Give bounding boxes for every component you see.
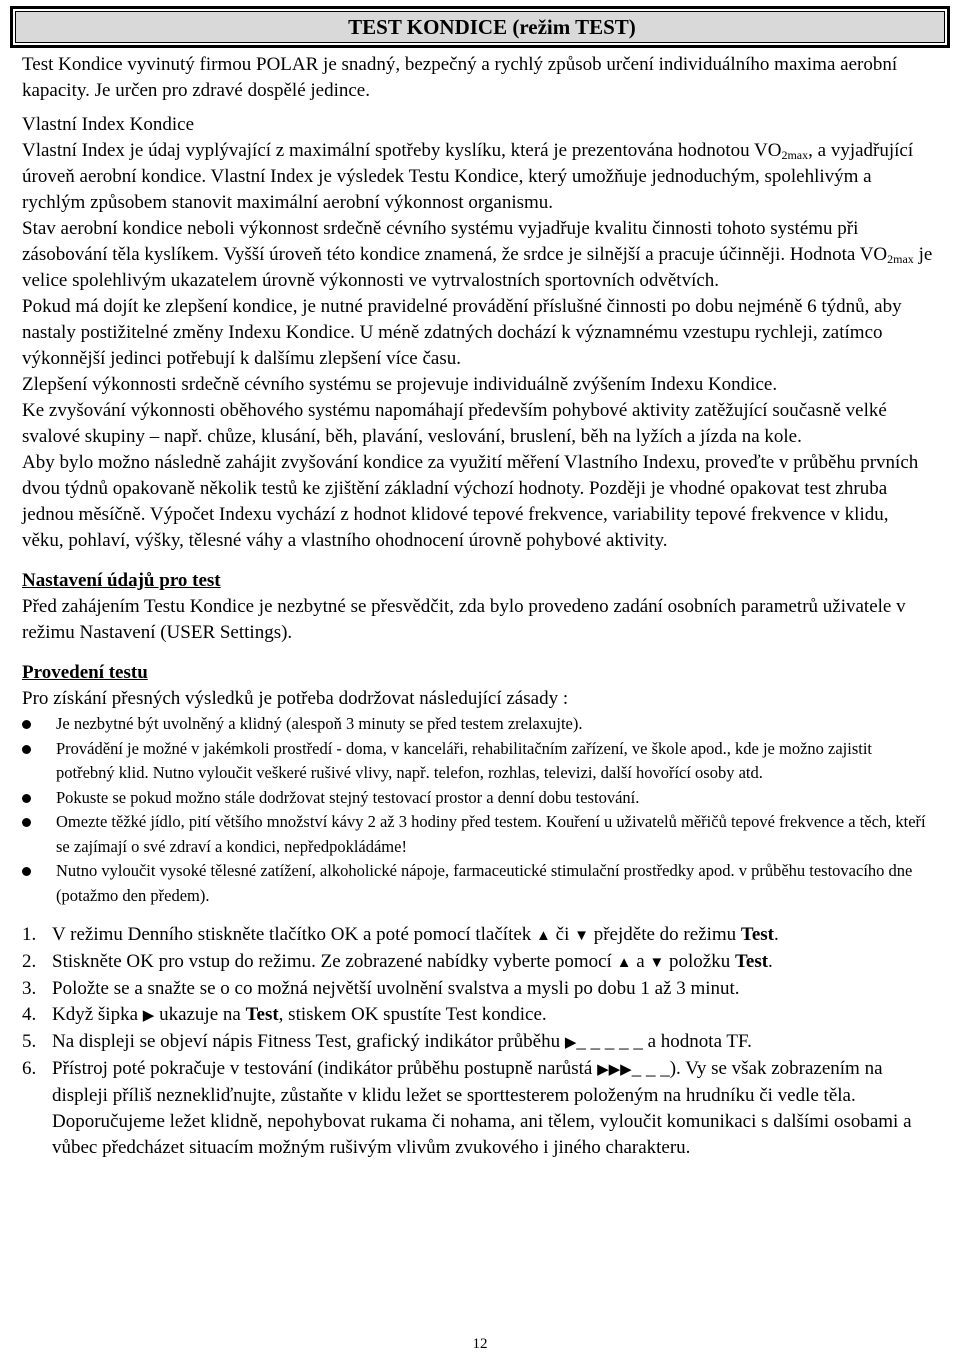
text-run: . [768, 951, 773, 972]
paragraph-baseline: Aby bylo možno následně zahájit zvyšování kondice za využití měření Vlastního Indexu, proveďte v průběhu prvních dvou týdnů opakovaně několik testů ke zjištění základní výchozí hodnoty. Později je vhodné opakovat test zhruba jednou měsíčně. Výpočet Indexu vychází z hodnot klidové tepové frekvence, variability tepové frekvence v klidu, věku, pohlaví, výšky, tělesné váhy a vlastního ohodnocení úrovně pohybové aktivity. [22, 452, 919, 551]
right-arrow-icon: ▶ [620, 1062, 632, 1078]
subscript: 2max [781, 148, 809, 162]
down-arrow-icon: ▼ [574, 928, 589, 944]
up-arrow-icon: ▲ [536, 928, 551, 944]
step-number: 4. [22, 1004, 37, 1025]
right-arrow-icon: ▶ [564, 1035, 577, 1051]
heading-text: Nastavení údajů pro test [22, 570, 221, 591]
section-heading-settings [22, 568, 934, 594]
text-run: Stav aerobní kondice neboli výkonnost srdečně cévního systému vyjadřuje kvalitu činnosti tohoto systému při zásobování těla kyslíkem. Vyšší úroveň této kondice znamená, že srdce je silnější a pracuje účinněji. Hodnota VO [22, 218, 888, 265]
list-item [22, 737, 934, 786]
list-item-text: Pokuste se pokud možno stále dodržovat stejný testovací prostor a denní dobu testování. [56, 787, 640, 807]
step-number: 1. [22, 924, 37, 945]
text-run: Přístroj poté pokračuje v testování (indikátor průběhu postupně narůstá [52, 1058, 598, 1079]
step-number: 2. [22, 951, 37, 972]
steps-list [22, 922, 934, 1161]
text-run: Vlastní Index je údaj vyplývající z maximální spotřeby kyslíku, která je prezentována hodnotou VO [22, 140, 782, 161]
text-run: Položte se a snažte se o co možná největší uvolnění svalstva a mysli po dobu 1 až 3 minut. [52, 978, 740, 999]
step-item [22, 922, 934, 949]
text-run: přejděte do režimu [588, 924, 741, 945]
bold-term: Test [245, 1004, 279, 1025]
text-run: ukazuje na [154, 1004, 246, 1025]
progress-indicator: _ _ _ _ _ [576, 1031, 643, 1052]
paragraph-aerobic-state [22, 216, 934, 294]
bullet-icon [22, 745, 31, 754]
subscript: 2max [887, 252, 914, 266]
list-item [22, 786, 934, 811]
paragraph-index-definition [22, 138, 934, 216]
paragraph-improvement: Pokud má dojít ke zlepšení kondice, je nutné pravidelné provádění příslušné činnosti po dobu nejméně 6 týdnů, aby nastaly postižitelné změny Indexu Kondice. U méně zdatných dochází k významnému vzestupu rychleji, zatímco výkonnější jedinci potřebují k dalšímu zlepšení více času. [22, 296, 902, 369]
paragraph-procedure-intro: Pro získání přesných výsledků je potřeba dodržovat následující zásady : [22, 688, 569, 709]
list-item-text: Provádění je možné v jakémkoli prostředí - doma, v kanceláři, rehabilitačním zařízení, ve škole apod., kde je možno zajistit potřebný klid. Nutno vyloučit veškeré rušivé vlivy, např. telefon, rozhlas, televizi, další hovořící osoby atd. [56, 738, 873, 782]
text-run: ). Vy se však zobrazením na displeji příliš neznekliďnujte, zůstaňte v klidu ležet se sporttesterem položeným na hrudníku či vedle těla. Doporučujeme ležet klidně, nepohybovat rukama či nohama, ani tělem, vyloučit komunikaci s dalšími osobami a vůbec předcházet situacím možným rušivým vlivům zvukového i jiného charakteru. [52, 1058, 912, 1158]
list-item [22, 712, 934, 737]
text-run: položku [664, 951, 735, 972]
text-run: , stiskem OK spustíte Test kondice. [278, 1004, 547, 1025]
text-run: Stiskněte OK pro vstup do režimu. Ze zobrazené nabídky vyberte pomocí [52, 951, 617, 972]
list-item [22, 859, 934, 908]
step-item [22, 949, 934, 976]
heading-text: Provedení testu [22, 662, 148, 683]
intro-paragraph: Test Kondice vyvinutý firmou POLAR je snadný, bezpečný a rychlý způsob určení individuálního maxima aerobní kapacity. Je určen pro zdravé dospělé jedince. [22, 54, 898, 101]
page-number: 12 [472, 1336, 488, 1352]
right-arrow-icon: ▶ [608, 1062, 621, 1078]
step-item [22, 1056, 934, 1161]
list-item-text: Je nezbytné být uvolněný a klidný (alespoň 3 minuty se před testem zrelaxujte). [56, 714, 583, 733]
bullet-icon [22, 818, 31, 827]
text-run: Na displeji se objeví nápis Fitness Test, grafický indikátor průběhu [52, 1031, 565, 1052]
paragraph-settings: Před zahájením Testu Kondice je nezbytné se přesvědčit, zda bylo provedeno zadání osobních parametrů uživatele v režimu Nastavení (USER Settings). [22, 596, 906, 643]
list-item [22, 810, 934, 859]
text-run: , a vyjadřující úroveň aerobní kondice. Vlastní Index je výsledek Testu Kondice, který umožňuje jednoduchým, spolehlivým a rychlým způsobem stanovit maximální aerobní výkonnost organismu. [22, 140, 914, 213]
bullet-icon [22, 794, 31, 803]
step-number: 5. [22, 1031, 37, 1052]
text-run: či [550, 924, 575, 945]
progress-indicator: _ _ _ [631, 1058, 670, 1079]
bold-term: Test [734, 951, 769, 972]
text-run: . [774, 924, 779, 945]
up-arrow-icon: ▲ [616, 955, 632, 971]
list-item-text: Omezte těžké jídlo, pití většího množství kávy 2 až 3 hodiny před testem. Kouření u uživatelů měřičů tepové frekvence a těch, kteří se zajímají o své zdraví a kondici, nepředpokládáme! [56, 812, 926, 856]
rules-list [22, 712, 934, 908]
text-run: Když šipka [52, 1004, 143, 1025]
paragraph-improvement-index: Zlepšení výkonnosti srdečně cévního systému se projevuje individuálně zvýšením Indexu Kondice. [22, 374, 778, 395]
step-item [22, 1029, 934, 1056]
bold-term: Test [740, 924, 774, 945]
step-item [22, 1002, 934, 1029]
list-item-text: Nutno vyloučit vysoké tělesné zatížení, alkoholické nápoje, farmaceutické stimulační prostředky apod. v průběhu testovacího dne (potažmo den předem). [56, 861, 913, 905]
bullet-icon [22, 720, 31, 729]
bullet-icon [22, 867, 31, 876]
step-number: 3. [22, 978, 37, 999]
down-arrow-icon: ▼ [649, 955, 665, 971]
section-heading-index: Vlastní Index Kondice [22, 114, 195, 135]
right-arrow-icon: ▶ [597, 1062, 609, 1078]
paragraph-activities: Ke zvyšování výkonnosti oběhového systému napomáhají především pohybové aktivity zatěžující současně velké svalové skupiny – např. chůze, klusání, běh, plavání, veslování, bruslení, běh na lyžích a jízda na kole. [22, 400, 887, 447]
page-title: TEST KONDICE (režim TEST) [348, 14, 636, 39]
text-run: a hodnota TF. [642, 1031, 752, 1052]
text-run: a [631, 951, 650, 972]
text-run: je velice spolehlivým ukazatelem úrovně výkonnosti ve vytrvalostních sportovních odvětvích. [22, 244, 933, 291]
step-item [22, 976, 934, 1002]
text-run: V režimu Denního stiskněte tlačítko OK a poté pomocí tlačítek [52, 924, 537, 945]
right-arrow-icon: ▶ [142, 1008, 155, 1024]
title-box [10, 6, 950, 48]
step-number: 6. [22, 1058, 37, 1079]
section-heading-procedure [22, 660, 934, 686]
